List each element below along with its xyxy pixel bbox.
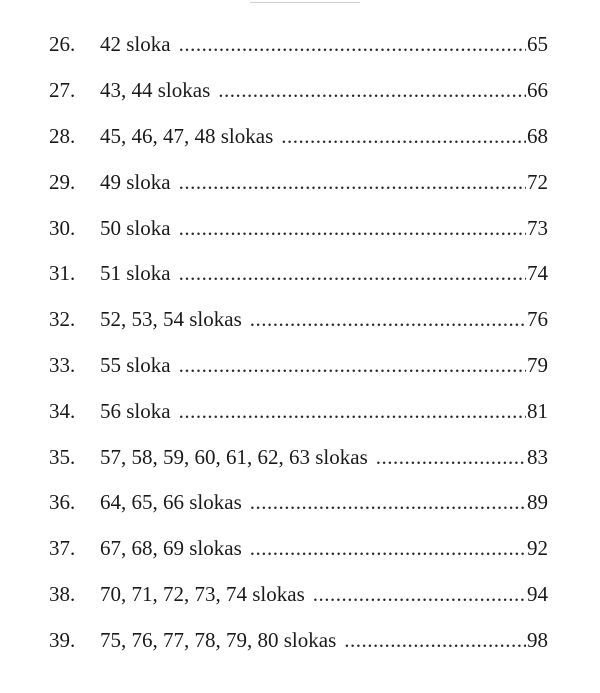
entry-body	[100, 309, 548, 330]
dot-leader	[250, 538, 526, 559]
toc-entry	[0, 388, 600, 434]
entry-body	[100, 352, 548, 377]
entry-title: 43, 44 slokas	[100, 78, 211, 103]
entry-body	[100, 215, 548, 240]
entry-number: 27.	[49, 78, 76, 103]
entry-body	[100, 627, 548, 652]
dot-leader	[179, 263, 526, 284]
top-divider	[250, 2, 360, 3]
entry-number: 26.	[49, 32, 76, 57]
entry-page-number: 89	[527, 490, 548, 515]
entry-number: 34.	[49, 398, 76, 423]
entry-page-number: 66	[527, 78, 548, 103]
entry-number: 36.	[49, 490, 76, 515]
entry-page-number: 92	[527, 536, 548, 561]
toc-entry	[0, 68, 600, 114]
entry-number: 33.	[49, 352, 76, 377]
entry-title: 57, 58, 59, 60, 61, 62, 63 slokas	[100, 444, 368, 469]
entry-number: 28.	[49, 123, 76, 148]
dot-leader	[250, 309, 526, 330]
entry-title: 64, 65, 66 slokas	[100, 490, 242, 515]
entry-page-number: 94	[527, 581, 548, 606]
toc-entry	[0, 617, 600, 663]
entry-number: 38.	[49, 581, 76, 606]
entry-page-number: 98	[527, 627, 548, 652]
entry-body	[100, 492, 548, 513]
entry-page-number: 83	[527, 444, 548, 469]
entry-title: 45, 46, 47, 48 slokas	[100, 123, 274, 148]
toc-entry	[0, 205, 600, 251]
entry-title: 50 sloka	[100, 215, 171, 240]
entry-page-number: 72	[527, 169, 548, 194]
entry-body	[100, 34, 548, 55]
entry-title: 42 sloka	[100, 32, 171, 57]
entry-number: 37.	[49, 536, 76, 561]
toc-entry	[0, 343, 600, 389]
entry-number: 31.	[49, 261, 76, 286]
entry-title: 49 sloka	[100, 169, 171, 194]
toc-entry	[0, 526, 600, 572]
entry-page-number: 65	[527, 32, 548, 57]
entry-page-number: 73	[527, 215, 548, 240]
entry-body	[100, 581, 548, 606]
toc-entry	[0, 480, 600, 526]
dot-leader	[179, 218, 526, 239]
table-of-contents	[0, 22, 600, 663]
entry-body	[100, 123, 548, 148]
toc-entry	[0, 572, 600, 618]
entry-page-number: 76	[527, 307, 548, 332]
entry-title: 67, 68, 69 slokas	[100, 536, 242, 561]
entry-page-number: 74	[527, 261, 548, 286]
entry-title: 52, 53, 54 slokas	[100, 307, 242, 332]
entry-number: 39.	[49, 627, 76, 652]
entry-number: 30.	[49, 215, 76, 240]
entry-body	[100, 398, 548, 423]
toc-entry	[0, 434, 600, 480]
dot-leader	[179, 355, 526, 376]
entry-body	[100, 80, 548, 101]
entry-body	[100, 169, 548, 194]
dot-leader	[179, 34, 526, 55]
dot-leader	[376, 447, 526, 468]
entry-number: 35.	[49, 444, 76, 469]
entry-title: 51 sloka	[100, 261, 171, 286]
dot-leader	[281, 126, 526, 147]
entry-page-number: 81	[527, 398, 548, 423]
entry-page-number: 68	[527, 123, 548, 148]
toc-entry	[0, 251, 600, 297]
entry-title: 56 sloka	[100, 398, 171, 423]
toc-entry	[0, 159, 600, 205]
entry-body	[100, 538, 548, 559]
dot-leader	[179, 172, 526, 193]
toc-entry	[0, 297, 600, 343]
dot-leader	[313, 584, 526, 605]
toc-entry	[0, 114, 600, 160]
dot-leader	[179, 401, 526, 422]
entry-page-number: 79	[527, 352, 548, 377]
entry-body	[100, 263, 548, 284]
entry-number: 29.	[49, 169, 76, 194]
entry-number: 32.	[49, 307, 76, 332]
toc-entry	[0, 22, 600, 68]
dot-leader	[250, 492, 526, 513]
entry-body	[100, 444, 548, 469]
entry-title: 75, 76, 77, 78, 79, 80 slokas	[100, 627, 337, 652]
entry-title: 70, 71, 72, 73, 74 slokas	[100, 581, 305, 606]
dot-leader	[344, 630, 526, 651]
dot-leader	[218, 80, 526, 101]
entry-title: 55 sloka	[100, 352, 171, 377]
